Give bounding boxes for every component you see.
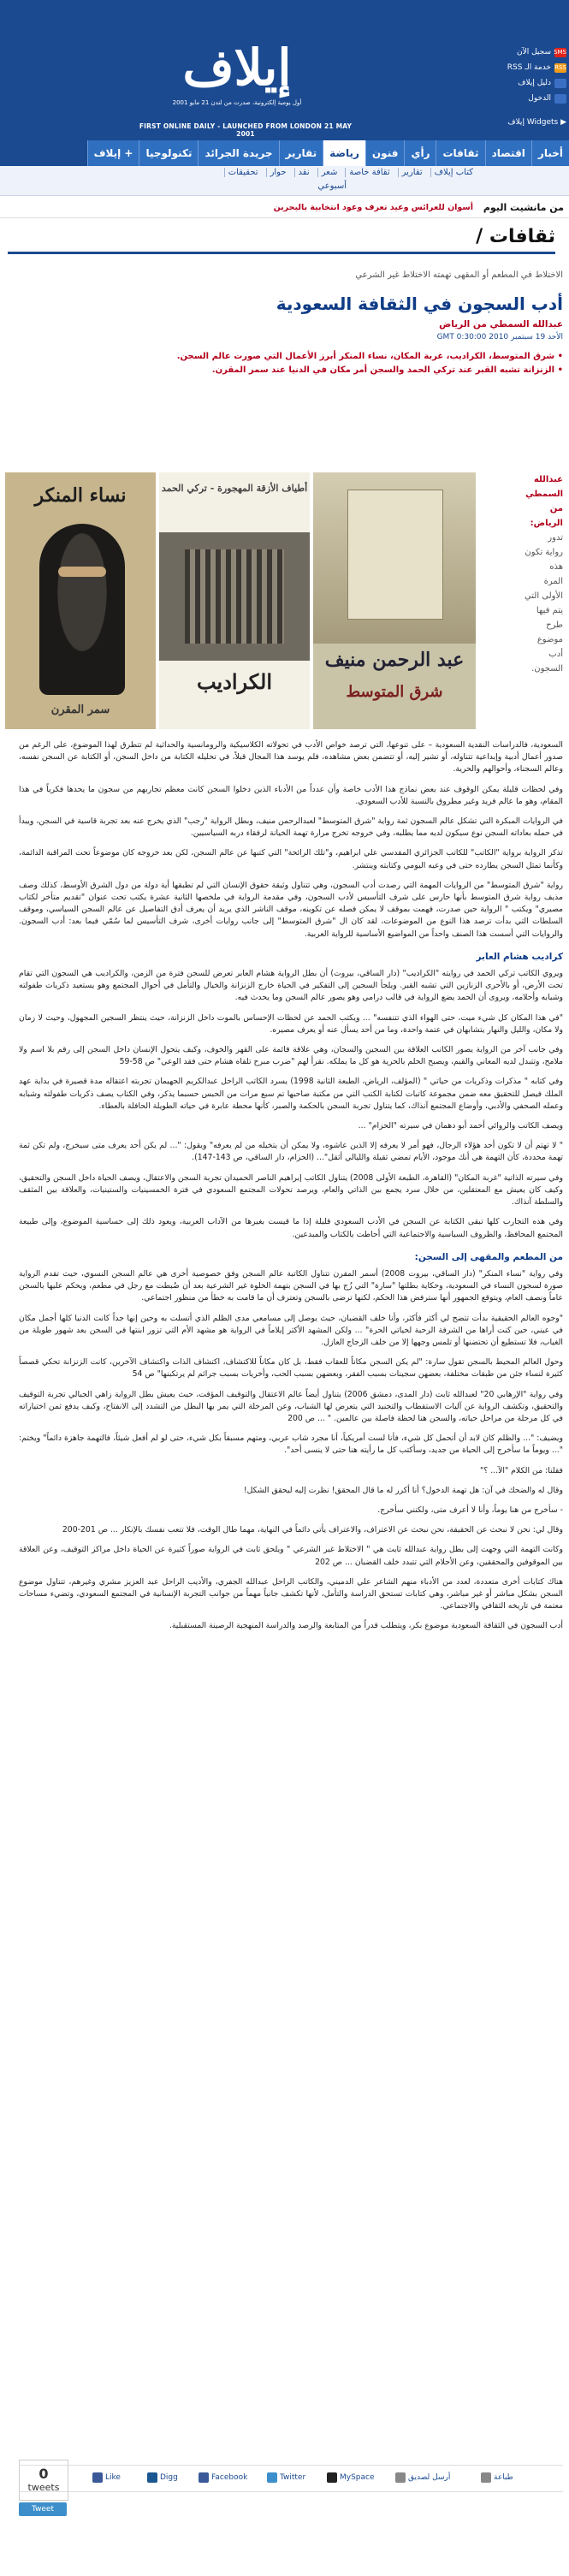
article-paragraph: في الروايات المبكرة التي تشكل عالم السجون ثمة رواية "شرق المتوسط" لعبدالرحمن منيف، وبطل الرواية "رجب" الذي يخرج عنه بعد تجربة قاسية في السجن، ويبدأ في حمله بعاداته السجن نوع سيكون لديه مما يطلبه، وفي خروجه تخرج مرارة تهمة الخيانة لرفقاء دربه السياسيين.	[19, 816, 563, 839]
nav-tabs	[87, 140, 569, 166]
tab-technology[interactable]: تكنولوجيا	[139, 140, 198, 166]
section-header	[8, 223, 555, 254]
lead-line: الأولى التي	[524, 591, 563, 601]
article-paragraph: - سأخرج من هنا يوماً، وأنا لا أعرف متى، ولكنني سأخرج.	[377, 1505, 563, 1515]
veiled-woman-illustration	[39, 524, 125, 695]
article-paragraph: تذكر الرواية برواية "الكاتب" للكاتب الجزائري المقدسي علي ابراهيم، و"تلك الرائحة" التي كتبها عن عالم السجن، لكن بعد خروجه كان موضوعاً تحت المراقبة الدائمة، وكأنما تمثل السجن يطارده حتى في وعيه اليومي وكتابته وينتشر.	[19, 848, 563, 870]
subnav-item[interactable]: تقارير	[398, 168, 426, 177]
article-subheading: من المطعم والمقهى إلى السجن:	[414, 1251, 563, 1262]
book-cover-nisa-almunkar	[5, 472, 156, 729]
article-headline: أدب السجون في الثقافة السعودية	[276, 294, 563, 314]
section-title: ثقافات /	[476, 226, 555, 247]
eyes-slit	[58, 567, 106, 577]
article-paragraph: "في هذا المكان كل شيء ميت، حتى الهواء الذي تتنفسه" ... ويكتب الحمد عن لحظات الإحساس بالموت داخل الزنزانة، حيث ينتظر السجين المجهول، وحيث لا زمان ولا مكان، والليل والنهار يتشابهان في عتمة واحدة، وما من أحد يسأل عنه أو يعرف مصيره.	[19, 1012, 563, 1035]
article-paragraph: السعودية، فالدراسات النقدية السعودية – على تنوعها، التي ترصد خواص الأدب في تحولاته الكلاسيكية والرومانسية والحداثية لم تتطرق لهذا الموضوع، على الرغم من صدور أعمال أدبية وإبداعية تتناوله، أو تشير إليه، أو تتضمن بعض مشاهده، فلم يوسد هذا المجال قبلاً، في تحليله الكتابة من داخل السجن، أو الكتابة عن السجن نفسه، وعالم السجناء، وأحوالهم والحرية.	[19, 740, 563, 775]
facebook-share-icon	[199, 2472, 209, 2483]
lead-line: من	[549, 504, 563, 513]
lead-line: السجون.	[531, 664, 563, 674]
rss-icon: RSS	[554, 63, 566, 71]
article-paragraph: وحول العالم المحيط بالسجن تقول سارة: "لم يكن السجن مكاناً للعقاب فقط، بل كان مكاناً للاكتشاف، اكتشاف الذات واكتشاف الآخرين، كانت الزنزانة تحكي قصصاً كثيرة لنساء جئن من طبقات مختلفة، بعضهن سجينات بسبب الفقر، وبعضهن بسبب الحب، وأخريات بسبب جرائم لم يرتكبنها" ص 54	[19, 1357, 563, 1380]
print-icon	[481, 2472, 491, 2483]
lead-line: رواية تكون	[525, 548, 563, 557]
subnav-item[interactable]: شعر	[317, 168, 341, 177]
article-paragraph: وقال لي: نحن لا نبحث عن الحقيقة، نحن نبحث عن الاعتراف، والاعتراف يأتي دائماً في النهاية، مهما طال الوقت، فلا تتعب نفسك بالإنكار ... ص 201-200	[62, 1525, 563, 1535]
tweet-count-label: tweets	[27, 2482, 60, 2493]
cover-artwork	[347, 490, 443, 620]
share-facebook[interactable]: Facebook	[199, 2471, 247, 2484]
utility-link-directory[interactable]: دليل إيلاف	[464, 75, 566, 91]
lead-line: هذه	[549, 562, 563, 572]
book-covers	[5, 472, 467, 729]
share-bar	[19, 2465, 563, 2559]
highlight-item: • شرق المتوسط، الكراديب، غربة المكان، نساء المنكر أبرز الأعمال التي صورت عالم السجن.	[176, 352, 563, 361]
ticker-link[interactable]: أسوان للعرائس وعيد تعرف وعود انتخابية بالبحرين	[273, 203, 473, 212]
lead-line: السمطي	[525, 490, 563, 499]
sub-nav	[0, 166, 569, 196]
book-author: عبد الرحمن منيف	[324, 649, 465, 671]
article-paragraph: وفي رواية "الإرهابي 20" لعبدالله ثابت (دار المدى، دمشق 2006) يتناول أيضاً عالم الاعتقال والتوقيف المؤقت، حيث يعيش بطل الرواية زاهي الجبالي تجربة التوقيف والتحقيق، وتكشف الرواية عن آليات الاستقطاب والتجنيد التي يتعرض لها الشباب، وعن المرحلة التي يمر بها البطل من التشدد إلى الانفتاح، وكيف يدفع ثمن اختياراته في كل مرحلة من مراحل حياته، والسجن هنا لحظة فاصلة بين عالمين. " ... ص 200	[19, 1389, 563, 1423]
article-paragraph: وقال له والضحك في آن: هل تهمة الدخول؟ أنا أكرر له ما قال المحقق! نظرت إليه ليحقق الشكل!	[243, 1485, 563, 1495]
widgets-link[interactable]: ▶ Widgets إيلاف	[507, 118, 566, 127]
share-twitter[interactable]: Twitter	[267, 2471, 305, 2484]
tab-news[interactable]: أخبار	[531, 140, 569, 166]
share-row	[19, 2465, 563, 2492]
twitter-icon	[267, 2472, 277, 2483]
book-author: سمر المقرن	[50, 703, 110, 716]
book-title: شرق المتوسط	[346, 683, 443, 701]
ticker-label: من مانشيت اليوم	[483, 202, 564, 213]
tweet-button[interactable]: Tweet	[19, 2502, 67, 2516]
book-cover-alkaradeeb	[159, 472, 310, 729]
lead-line: أدب	[548, 650, 563, 659]
cover-bars-graphic	[185, 549, 284, 644]
book-cover-sharq-almutawassit	[313, 472, 476, 729]
tab-economy[interactable]: اقتصاد	[485, 140, 531, 166]
article-subheading: كراديب هشام العابر	[476, 951, 563, 962]
utility-link-rss[interactable]: RSS خدمة الـ RSS	[507, 63, 566, 72]
article-date: الأحد 19 سبتمبر 2010 GMT 0:30:00	[436, 333, 563, 341]
article-paragraph: وفي لحظات قليلة يمكن الوقوف عند بعض نماذج هذا الأدب خاصة وأن عدداً من الأدباء الذين دخلوا السجن كانت معظم تجاربهم من سجون ما يحدها فكرياً في هذا المقام، وهو ما عالم فريد وغير مطروق بالنسبة للأدب السعودي.	[19, 784, 563, 806]
utility-link-register[interactable]: SMS سجيل الآن	[517, 48, 566, 56]
headline-ticker	[0, 199, 569, 218]
lead-line: يتم فيها	[536, 606, 563, 615]
subnav-item[interactable]: كتاب إيلاف	[430, 168, 477, 177]
tab-press-review[interactable]: جريدة الجرائد	[198, 140, 278, 166]
article-body	[19, 739, 563, 1641]
logo-subtitle: أول يومية إلكترونية، صدرت من لندن 21 مايو 2001	[172, 99, 302, 106]
article-paragraph: وفي رواية "نساء المنكر" (دار الساقي، بيروت 2008) أسمر المقرن تتناول الكاتبة عالم السجن وفق خصوصية أخرى هي عالم السجن النسوي، حيث تقدم الرواية صورة لسجون النساء في السعودية، وحكاية بطلتها "سارة" التي زُج بها في السجن بتهمة الخلوة غير الشرعية بعد أن ضُبطت مع رجل في مطعم، ويحكم عليها بالسجن عاماً ونصف العام، ويتوقع الجمهور أنها سترفض هذا الحكم، لكنها ترضى بالسجن وتعترف أن ما قامت به خطأ من منظور اجتماعي.	[19, 1268, 563, 1303]
share-print[interactable]: طباعة	[481, 2471, 513, 2484]
book-series: أطياف الأزقة المهجورة - تركي الحمد	[161, 483, 308, 494]
site-header	[0, 0, 569, 140]
tweet-count: 0	[39, 2466, 49, 2482]
share-like[interactable]: Like	[92, 2471, 121, 2484]
utility-link-login[interactable]: الدخول	[464, 91, 566, 106]
main-nav	[0, 140, 569, 166]
book-title: نساء المنكر	[34, 484, 127, 507]
subnav-item[interactable]: حوار	[266, 168, 290, 177]
lead-line: عبدالله	[533, 475, 563, 484]
article-paragraph: رواية "شرق المتوسط" من الروايات المهمة التي رصدت أدب السجون، وهي تتناول وثيقة حقوق الإنسان التي لم تطبقها أية دولة من دول الشرق الأوسط، كذلك وصف مذيف رواية شرق المتوسط بأنها حارس على شرف التأسيس لأدب السجون، وفي مقدمة الرواية في ملخصها الثانية عشرة يكتب تحت عنوان "تقديم متأخر لكتاب مصيري" ويكتب " الرواية حين صدرت، فهمت بموقف لا يمكن فصله عن تكوينه، موقف الناشر الذي يريد أن يعرف أدق التفاصيل عن عالم السجن السياسي، وموقف السلطات التي بدأت ترصد هذا النوع من الموضوعات، لقد كان ال "شرق المتوسط" إلى جانب روايات أخرى، شرف التأسيس لما سُمّي فيما بعد: أدب السجون. والروايات التي أسست هذا الصنف واحداً من المواضيع الأساسية للرواية العربية.	[19, 880, 563, 939]
lead-line: تدور	[548, 533, 563, 543]
lead-line: الرياض:	[530, 519, 563, 528]
share-myspace[interactable]: MySpace	[327, 2471, 375, 2484]
article-paragraph: أدب السجون في الثقافة السعودية موضوع بكر، ويتطلب قدراً من المتابعة والرصد والدراسة المنهجية الرصينة المستقبلية.	[169, 1621, 563, 1631]
tab-arts[interactable]: فنون	[365, 140, 405, 166]
email-icon	[395, 2472, 406, 2483]
lead-line: المرة	[543, 577, 563, 586]
article-lead-column	[469, 472, 563, 676]
article-byline: عبدالله السمطي من الرياض	[439, 319, 563, 329]
article-paragraph: وفي كتابه " مذكرات وذكريات من حياتي " (المؤلف، الرياض، الطبعة الثانية 1998) يسرد الكاتب الراحل عبدالكريم الجهيمان تجربته اعتقاله مدة قصيرة في بداية عهد الملك فيصل للتحقيق معه ضمن مجموعة كاتبات لكتابة الكتب التي من مكتبة صاحبها تم سبع مرات من الحبس حسبما يذكر، وفي الكتاب يصف ذكريات طفولته وشبابه وعمله الصحفي والأدبي، وأوضاع المجتمع آنذاك، كما يتناول تجربة السجن بالحكمة والصبر، كأنها محطة عابرة في حياته الطويلة الحافلة بالعطاء.	[19, 1077, 563, 1111]
facebook-icon	[92, 2472, 103, 2483]
tab-sports[interactable]: رياضة	[323, 140, 365, 166]
tab-opinion[interactable]: رأي	[404, 140, 436, 166]
article-paragraph: ويروي الكاتب تركي الحمد في روايته "الكراديب" (دار الساقي، بيروت) أن بطل الرواية هشام العابر تعرض للسجن فترة من الزمن، والكراديب هي السجون التي تقام تحت الأرض، أو بالأحرى الزنازين التي تشبه القبر. ويلجأ السجين إلى التفكير في الحياة خارج الزنزانة والخيال والتأمل في أحوال المجتمع وهو يستعيد ذكريات طفولته وشبابه وأحلامه، ويروى أن الحمد يضع الرواية في قالب درامي وهو يصور عالم السجن وما يحدث فيه.	[19, 969, 563, 1003]
site-logo[interactable]: إيلاف	[182, 39, 292, 97]
article-highlights	[19, 352, 563, 375]
widget-icon: ▶	[558, 118, 566, 127]
article-paragraph: ويصف الكاتب والروائي أحمد أبو دهمان في سيرته "الحزام" ...	[358, 1121, 563, 1131]
subnav-item[interactable]: تحقيقات	[224, 168, 262, 177]
article-paragraph: وفي هذه التجارب كلها تبقى الكتابة عن السجن في الأدب السعودي قليلة إذا ما قيست بغيرها من الآداب العربية، ويعود ذلك إلى حساسية الموضوع، وإلى طبيعة المجتمع المحافظ، والظروف السياسية والاجتماعية التي أحاطت بالكتاب والمبدعين.	[19, 1217, 563, 1239]
utility-links	[464, 45, 566, 106]
article-paragraph: وفي جانب آخر من الرواية يصور الكاتب العلاقة بين السجين والسجان، وهي علاقة قائمة على القهر والخوف، وكيف يتحول الإنسان داخل السجن إلى رقم بلا اسم ولا ملامح، وتتبدل لديه المعاني والقيم، ويصبح الحلم بالحرية هو كل ما يملكه. نقرأ لهم "ضرب مبرح تلقاه هشام حتى فقد الوعي" ص 58-59	[19, 1045, 563, 1067]
share-email[interactable]: أرسل لصديق	[395, 2471, 450, 2484]
user-icon	[554, 79, 566, 88]
tab-reports[interactable]: تقارير	[279, 140, 323, 166]
subnav-item[interactable]: ثقافة خاصة	[345, 168, 393, 177]
sub-nav-row	[224, 168, 477, 177]
article-paragraph: "وجوه العالم الحقيقية بدأت تتضح لي أكثر فأكثر، وأنا خلف القضبان، حيث يوصل إلى مسامعي مدى الظلم الذي أتسلت به وحين إنها جداً كانت الدنيا كلها أجمل مكان في عيني، حين كنت أراها من الشرفة الرحبة لحياتي الحرة" ... ولكن المشهد الأكثر إيلاماً في الرواية هو مشهد الأم التي تزور ابنتها في السجن بعد شهور طويلة من الغياب، فلا تستطيع أن تحتضنها أو تلمس وجهها إلا من خلف الزجاج العازل.	[19, 1313, 563, 1347]
subnav-item[interactable]: نقد	[294, 168, 313, 177]
site-tagline: FIRST ONLINE DAILY - LAUNCHED FROM LONDON 21 MAY 2001	[139, 122, 353, 138]
header-inner	[44, 0, 566, 140]
article-paragraph: " لا تهتم أن لا تكون أحد هؤلاء الرجال، فهو أمر لا يعرفه إلا الذين عاشوه، ولا يمكن أن يتخيله من لم يعرفه" ويقول: "... لم يكن أحد يعرف متى سيخرج، ولم تكن ثمة تهمة محددة، كأن التهمة هي أنك موجود، الأيام تمضي ثقيلة والليالي أثقل"... (الحزام، دار الساقي، ص 143-147).	[19, 1141, 563, 1163]
tab-culture[interactable]: ثقافات	[436, 140, 484, 166]
article-paragraph: وفي سيرته الذاتية "غربة المكان" (القاهرة، الطبعة الأولى 2008) يتناول الكاتب إبراهيم الناصر الحميدان تجربة السجن والاعتقال، ويصف الحياة داخل السجن والتحقيق، وكيف كان يعيش مع المعتقلين، من خلال سرد يجمع بين الذاتي والعام، ويرصد تحولات المجتمع السعودي في فترة الخمسينيات والستينيات، والعلاقة بين المثقف والسلطة آنذاك.	[19, 1172, 563, 1208]
lead-line: طرح	[546, 620, 563, 630]
article-paragraph: وكانت التهمة التي وجهت إلى بطل رواية عبدالله ثابت هي " الاختلاط غير الشرعي " ويلحق ثابت في الرواية صوراً كثيرة عن الحياة داخل مراكز التوقيف، وعن العلاقة بين الموقوفين والمحققين، وعن الأحلام التي تتبدد خلف القضبان ... ص 202	[19, 1545, 563, 1567]
article-paragraph: فقلنا: من الكلام "الآ... ؟"	[480, 1465, 563, 1475]
article-paragraph: هناك كتابات أخرى متعددة، لعدد من الأدباء منهم الشاعر علي الدميني، والكاتب الراحل عبدالله الجفري، والأديب الراحل عبد العزيز مشري وغيرهم، تتناول موضوع السجن بشكل مباشر أو غير مباشر، وهي كتابات تستحق الدراسة والتأمل، لأنها تكشف جانباً مهماً من جوانب التجربة الإنسانية في المجتمع السعودي، وتضيء مساحات معتمة في تاريخه الثقافي والاجتماعي.	[19, 1576, 563, 1611]
digg-icon	[147, 2472, 157, 2483]
sms-icon: SMS	[554, 48, 566, 56]
tab-elaph-plus[interactable]: إيلاف +	[87, 140, 139, 166]
article-paragraph: ويضيف: "... والظلم كان لابد أن أتحمل كل شيء، فأنا لست أمريكياً، أنا مجرد شاب عربي، ومتهم مسبقاً بكل شيء، حتى لو لم أفعل شيئاً، فالتهمة جاهزة دائماً" ويختم: "... ويوماً ما سأخرج إلى الحياة من جديد، وسأكتب كل ما رأيته هنا حتى لا ينسى أحد".	[19, 1433, 563, 1456]
login-icon	[554, 94, 566, 104]
subnav-item-weekly[interactable]: أسبوعي	[317, 181, 347, 191]
book-title: الكراديب	[196, 669, 273, 694]
share-digg[interactable]: Digg	[147, 2471, 178, 2484]
article-header	[19, 270, 563, 379]
lead-line: موضوع	[536, 635, 563, 644]
article-kicker: الاختلاط في المطعم أو المقهى تهمته الاختلاط غير الشرعي	[355, 270, 563, 280]
highlight-item: • الزنزانة تشبه القبر عند تركي الحمد والسجن أمر مكان في الدنيا عند سمر المقرن.	[211, 365, 563, 375]
myspace-icon	[327, 2472, 337, 2483]
